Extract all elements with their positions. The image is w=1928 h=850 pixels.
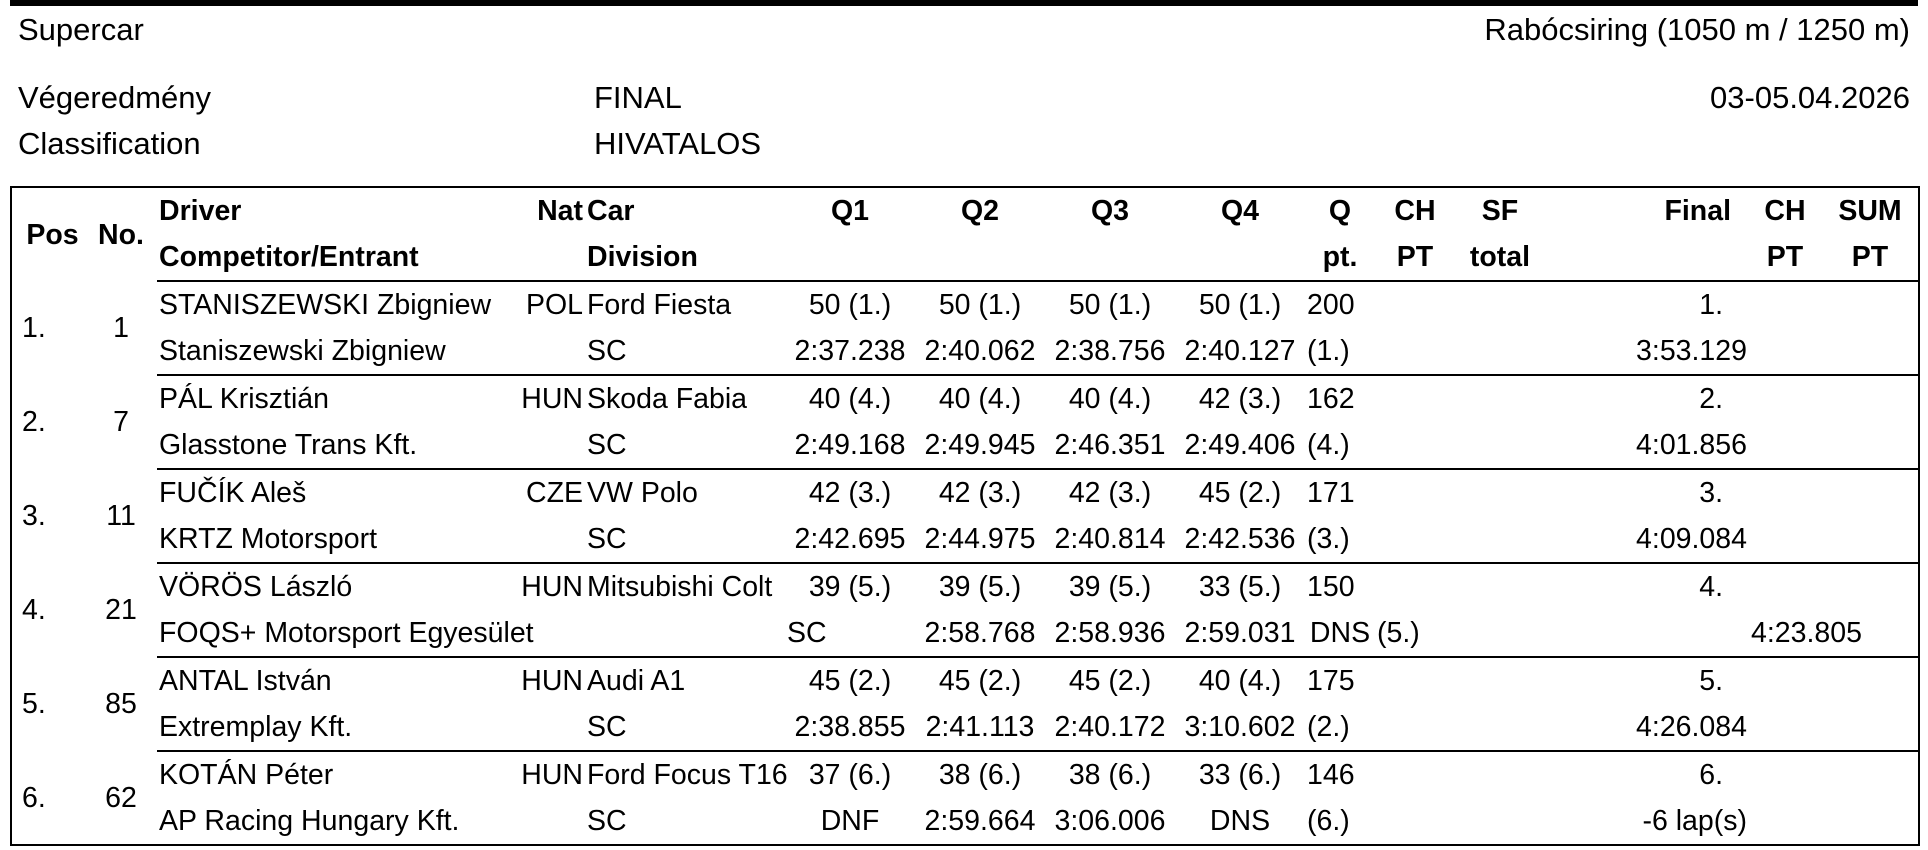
q3-points: 45 (2.) xyxy=(1068,665,1152,697)
nationality: HUN xyxy=(521,759,583,791)
q4-points: 40 (4.) xyxy=(1198,665,1282,697)
q1-time: 2:37.238 xyxy=(785,328,915,375)
car-number: 11 xyxy=(106,500,136,532)
q4-time: 2:42.536 xyxy=(1175,516,1305,563)
q1-points: 37 (6.) xyxy=(808,759,892,791)
q4-time: 2:40.127 xyxy=(1175,328,1305,375)
division: SC xyxy=(585,422,785,469)
title-hungarian: Végeredmény xyxy=(18,80,212,115)
q3-time: 2:40.172 xyxy=(1045,704,1175,751)
q1-time: 2:38.855 xyxy=(785,704,915,751)
final-position: 2. xyxy=(1699,383,1723,415)
col-driver: Driver xyxy=(159,195,242,227)
driver-name: PÁL Krisztián xyxy=(159,383,330,415)
position: 1. xyxy=(22,312,46,344)
top-rule xyxy=(10,0,1918,6)
q-points-total: 171 xyxy=(1307,477,1355,509)
table-row xyxy=(11,563,1919,610)
q-rank: (6.) xyxy=(1307,805,1350,837)
driver-name: KOTÁN Péter xyxy=(159,759,334,791)
q-rank: (3.) xyxy=(1305,516,1375,563)
col-q2: Q2 xyxy=(960,195,1000,227)
q3-time: 2:46.351 xyxy=(1045,422,1175,469)
q4-points: 33 (6.) xyxy=(1198,759,1282,791)
q3-points: 50 (1.) xyxy=(1068,289,1152,321)
results-table xyxy=(10,186,1920,846)
car-model: Ford Focus T16 xyxy=(587,759,788,791)
q2-points: 40 (4.) xyxy=(938,383,1022,415)
col-ch2-pt-bottom: PT xyxy=(1749,234,1821,281)
status-label: HIVATALOS xyxy=(594,126,762,161)
final-time: -6 lap(s) xyxy=(1642,805,1747,837)
car-number: 21 xyxy=(105,594,137,626)
division: SC xyxy=(785,610,915,657)
q-points-total: 150 xyxy=(1307,571,1355,603)
q3-points: 38 (6.) xyxy=(1068,759,1152,791)
col-final: Final xyxy=(1664,195,1731,227)
nationality: HUN xyxy=(521,383,583,415)
car-model: Mitsubishi Colt xyxy=(587,571,773,603)
category-title: Supercar xyxy=(18,12,144,47)
final-position: 3. xyxy=(1699,477,1723,509)
driver-name: VÖRÖS László xyxy=(159,571,353,603)
q4-time: DNS xyxy=(1305,610,1375,657)
q1-time: 2:58.768 xyxy=(915,610,1045,657)
final-time: 4:09.084 xyxy=(1545,516,1749,563)
q4-points: 50 (1.) xyxy=(1198,289,1282,321)
car-model: Audi A1 xyxy=(587,665,686,697)
q2-time: 2:40.062 xyxy=(915,328,1045,375)
q1-time: 2:49.168 xyxy=(785,422,915,469)
nationality: POL xyxy=(525,289,583,321)
q-rank: (1.) xyxy=(1305,328,1375,375)
table-row xyxy=(11,657,1919,704)
car-model: Skoda Fabia xyxy=(587,383,748,415)
car-number: 85 xyxy=(105,688,137,720)
final-time: 3:53.129 xyxy=(1545,328,1749,375)
final-time: 4:26.084 xyxy=(1545,704,1749,751)
competitor-name: Staniszewski Zbigniew xyxy=(157,328,585,375)
col-ch2-pt-top: CH xyxy=(1764,195,1806,227)
nationality: HUN xyxy=(521,665,583,697)
q3-time: 2:59.031 xyxy=(1175,610,1305,657)
q2-points: 42 (3.) xyxy=(938,477,1022,509)
q-rank: (2.) xyxy=(1305,704,1375,751)
event-dates: 03-05.04.2026 xyxy=(1710,80,1910,115)
col-car: Car xyxy=(587,195,635,227)
final-position: 1. xyxy=(1699,289,1723,321)
final-position: 6. xyxy=(1699,759,1723,791)
q3-points: 39 (5.) xyxy=(1068,571,1152,603)
q1-points: 45 (2.) xyxy=(808,665,892,697)
q-points-total: 200 xyxy=(1307,289,1355,321)
competitor-name: AP Racing Hungary Kft. xyxy=(159,805,460,837)
car-model: VW Polo xyxy=(587,477,698,509)
q4-time: DNS xyxy=(1209,805,1271,837)
division: SC xyxy=(585,328,785,375)
position: 4. xyxy=(22,594,46,626)
q4-points: 45 (2.) xyxy=(1198,477,1282,509)
q3-points: 40 (4.) xyxy=(1068,383,1152,415)
col-q3: Q3 xyxy=(1090,195,1130,227)
q1-points: 39 (5.) xyxy=(808,571,892,603)
position: 2. xyxy=(22,406,46,438)
q2-time: 2:59.664 xyxy=(924,805,1036,837)
q4-points: 33 (5.) xyxy=(1198,571,1282,603)
q2-time: 2:41.113 xyxy=(915,704,1045,751)
table-row-secondary xyxy=(11,328,1919,375)
col-ch-pt-bottom: PT xyxy=(1375,234,1455,281)
q1-points: 40 (4.) xyxy=(808,383,892,415)
position: 3. xyxy=(22,500,46,532)
final-time: 4:23.805 xyxy=(1749,610,1821,657)
circuit-name: Rabócsiring (1050 m / 1250 m) xyxy=(1484,12,1910,47)
competitor-name: KRTZ Motorsport xyxy=(157,516,585,563)
q3-time: 2:38.756 xyxy=(1045,328,1175,375)
col-division: Division xyxy=(585,234,785,281)
driver-name: ANTAL István xyxy=(159,665,332,697)
col-number: No. xyxy=(98,218,144,251)
table-row-secondary xyxy=(11,610,1919,657)
q1-time: DNF xyxy=(820,805,880,837)
table-row xyxy=(11,751,1919,798)
final-position: 5. xyxy=(1699,665,1723,697)
q4-points: 42 (3.) xyxy=(1198,383,1282,415)
competitor-name: Glasstone Trans Kft. xyxy=(157,422,585,469)
car-number: 62 xyxy=(105,781,137,814)
car-number: 7 xyxy=(113,406,129,438)
header-row-bottom xyxy=(11,234,1919,281)
header-row-top xyxy=(11,187,1919,234)
q3-points: 42 (3.) xyxy=(1068,477,1152,509)
q1-time: 2:42.695 xyxy=(785,516,915,563)
division: SC xyxy=(585,704,785,751)
car-number: 1 xyxy=(113,312,129,344)
driver-name: FUČÍK Aleš xyxy=(159,477,307,509)
position: 5. xyxy=(22,688,46,720)
q2-time: 2:58.936 xyxy=(1045,610,1175,657)
table-row-secondary xyxy=(11,422,1919,469)
final-time: 4:01.856 xyxy=(1545,422,1749,469)
title-english: Classification xyxy=(18,126,201,161)
q2-time: 2:44.975 xyxy=(915,516,1045,563)
division: SC xyxy=(587,805,627,837)
q3-time: 2:40.814 xyxy=(1045,516,1175,563)
col-ch-pt-top: CH xyxy=(1394,195,1436,227)
table-row-secondary xyxy=(11,516,1919,563)
col-sum-pt-top: SUM xyxy=(1838,195,1902,227)
nationality: CZE xyxy=(526,477,583,509)
table-row xyxy=(11,375,1919,422)
q2-points: 39 (5.) xyxy=(938,571,1022,603)
table-row-secondary xyxy=(11,704,1919,751)
col-q1: Q1 xyxy=(830,195,870,227)
division: SC xyxy=(585,516,785,563)
col-sf-total-bottom: total xyxy=(1455,234,1545,281)
q2-points: 50 (1.) xyxy=(938,289,1022,321)
nationality: HUN xyxy=(521,571,583,603)
col-competitor: Competitor/Entrant xyxy=(157,234,585,281)
position: 6. xyxy=(22,781,46,814)
col-sum-pt-bottom: PT xyxy=(1821,234,1919,281)
competitor-name: Extremplay Kft. xyxy=(157,704,585,751)
car-model: Ford Fiesta xyxy=(587,289,732,321)
final-position: 4. xyxy=(1699,571,1723,603)
q-rank: (4.) xyxy=(1305,422,1375,469)
q-rank: (5.) xyxy=(1375,610,1455,657)
table-row xyxy=(11,281,1919,328)
col-sf-total-top: SF xyxy=(1481,195,1519,227)
driver-name: STANISZEWSKI Zbigniew xyxy=(159,289,492,321)
q-points-total: 162 xyxy=(1307,383,1355,415)
q-points-total: 175 xyxy=(1307,665,1355,697)
stage-label: FINAL xyxy=(594,80,682,115)
table-row xyxy=(11,469,1919,516)
q2-points: 45 (2.) xyxy=(938,665,1022,697)
q1-points: 42 (3.) xyxy=(808,477,892,509)
competitor-name: FOQS+ Motorsport Egyesület xyxy=(157,610,785,657)
q2-points: 38 (6.) xyxy=(938,759,1022,791)
q1-points: 50 (1.) xyxy=(808,289,892,321)
col-nat: Nat xyxy=(537,195,583,227)
col-pos: Pos xyxy=(26,218,79,251)
col-q4: Q4 xyxy=(1220,195,1260,227)
col-q-pt-top: Q xyxy=(1328,195,1352,227)
q4-time: 2:49.406 xyxy=(1175,422,1305,469)
table-row-secondary xyxy=(11,798,1919,845)
q3-time: 3:06.006 xyxy=(1054,805,1166,837)
q4-time: 3:10.602 xyxy=(1175,704,1305,751)
q2-time: 2:49.945 xyxy=(915,422,1045,469)
q-points-total: 146 xyxy=(1307,759,1355,791)
col-q-pt-bottom: pt. xyxy=(1305,234,1375,281)
